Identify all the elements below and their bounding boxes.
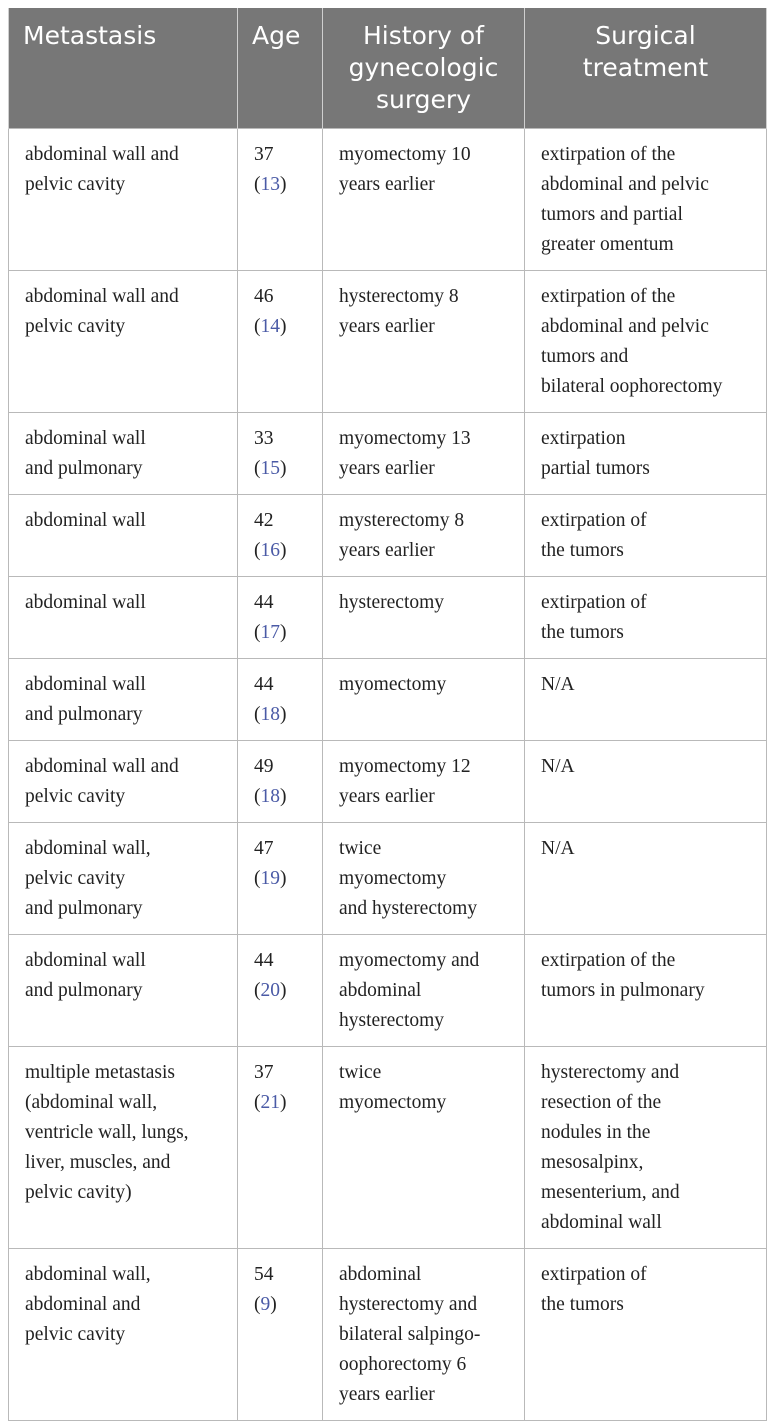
age-value: 44 [254,950,274,971]
cell-history: abdominal hysterectomy and bilateral salpingo- oophorectomy 6 years earlier [323,1249,525,1421]
reference-link[interactable]: 14 [260,316,280,337]
cell-age: 42 (16) [238,495,323,577]
cell-age: 44 (20) [238,935,323,1047]
cell-metastasis: abdominal wall [9,495,238,577]
cell-metastasis: abdominal wall and pulmonary [9,413,238,495]
cell-history: twice myomectomy [323,1047,525,1249]
table-row [9,659,767,741]
reference-link[interactable]: 13 [260,174,280,195]
cell-history: myomectomy 13 years earlier [323,413,525,495]
cell-metastasis: abdominal wall and pelvic cavity [9,271,238,413]
age-value: 42 [254,510,274,531]
age-value: 44 [254,592,274,613]
table-row [9,495,767,577]
table-row [9,741,767,823]
age-value: 33 [254,428,274,449]
cell-treatment: extirpation of the tumors [525,577,767,659]
cell-age: 33 (15) [238,413,323,495]
table-row [9,935,767,1047]
cell-metastasis: multiple metastasis (abdominal wall, ventricle wall, lungs, liver, muscles, and pelvic cavity) [9,1047,238,1249]
metastasis-cases-table [8,8,767,1421]
cell-history: myomectomy 12 years earlier [323,741,525,823]
cell-age: 37 (21) [238,1047,323,1249]
cell-metastasis: abdominal wall [9,577,238,659]
age-value: 49 [254,756,274,777]
cell-treatment: N/A [525,823,767,935]
cell-treatment: extirpation of the tumors in pulmonary [525,935,767,1047]
header-treatment: Surgical treatment [525,8,767,129]
header-age: Age [238,8,323,129]
cell-metastasis: abdominal wall and pelvic cavity [9,741,238,823]
table-row [9,1249,767,1421]
cell-treatment: extirpation partial tumors [525,413,767,495]
cell-treatment: extirpation of the tumors [525,495,767,577]
cell-history: myomectomy [323,659,525,741]
cell-metastasis: abdominal wall and pulmonary [9,659,238,741]
cell-history: hysterectomy 8 years earlier [323,271,525,413]
cell-treatment: hysterectomy and resection of the nodules in the mesosalpinx, mesenterium, and abdominal wall [525,1047,767,1249]
cell-treatment: extirpation of the abdominal and pelvic tumors and bilateral oophorectomy [525,271,767,413]
reference-link[interactable]: 9 [260,1294,271,1315]
table-header [9,8,767,129]
age-value: 54 [254,1264,274,1285]
table-row [9,823,767,935]
cell-age: 47 (19) [238,823,323,935]
table-row [9,577,767,659]
cell-treatment: N/A [525,659,767,741]
cell-metastasis: abdominal wall, pelvic cavity and pulmonary [9,823,238,935]
cell-age: 54 (9) [238,1249,323,1421]
age-value: 37 [254,1062,274,1083]
cell-age: 44 (18) [238,659,323,741]
age-value: 47 [254,838,274,859]
table-row [9,271,767,413]
cell-age: 44 (17) [238,577,323,659]
cell-history: hysterectomy [323,577,525,659]
reference-link[interactable]: 19 [260,868,280,889]
reference-link[interactable]: 20 [260,980,280,1001]
reference-link[interactable]: 17 [260,622,280,643]
cell-treatment: N/A [525,741,767,823]
header-row [9,8,767,129]
cell-age: 46 (14) [238,271,323,413]
cell-treatment: extirpation of the abdominal and pelvic tumors and partial greater omentum [525,129,767,271]
header-history: History of gynecologic surgery [323,8,525,129]
table-body [9,129,767,1421]
reference-link[interactable]: 21 [260,1092,280,1113]
cell-history: twice myomectomy and hysterectomy [323,823,525,935]
reference-link[interactable]: 16 [260,540,280,561]
cell-history: myomectomy and abdominal hysterectomy [323,935,525,1047]
table-row [9,1047,767,1249]
cell-metastasis: abdominal wall and pulmonary [9,935,238,1047]
cell-history: mysterectomy 8 years earlier [323,495,525,577]
reference-link[interactable]: 18 [260,786,280,807]
age-value: 44 [254,674,274,695]
table-row [9,129,767,271]
age-value: 37 [254,144,274,165]
cell-metastasis: abdominal wall, abdominal and pelvic cavity [9,1249,238,1421]
cell-age: 37 (13) [238,129,323,271]
header-metastasis: Metastasis [9,8,238,129]
cell-age: 49 (18) [238,741,323,823]
cell-metastasis: abdominal wall and pelvic cavity [9,129,238,271]
table-row [9,413,767,495]
reference-link[interactable]: 18 [260,704,280,725]
cell-treatment: extirpation of the tumors [525,1249,767,1421]
age-value: 46 [254,286,274,307]
reference-link[interactable]: 15 [260,458,280,479]
cell-history: myomectomy 10 years earlier [323,129,525,271]
